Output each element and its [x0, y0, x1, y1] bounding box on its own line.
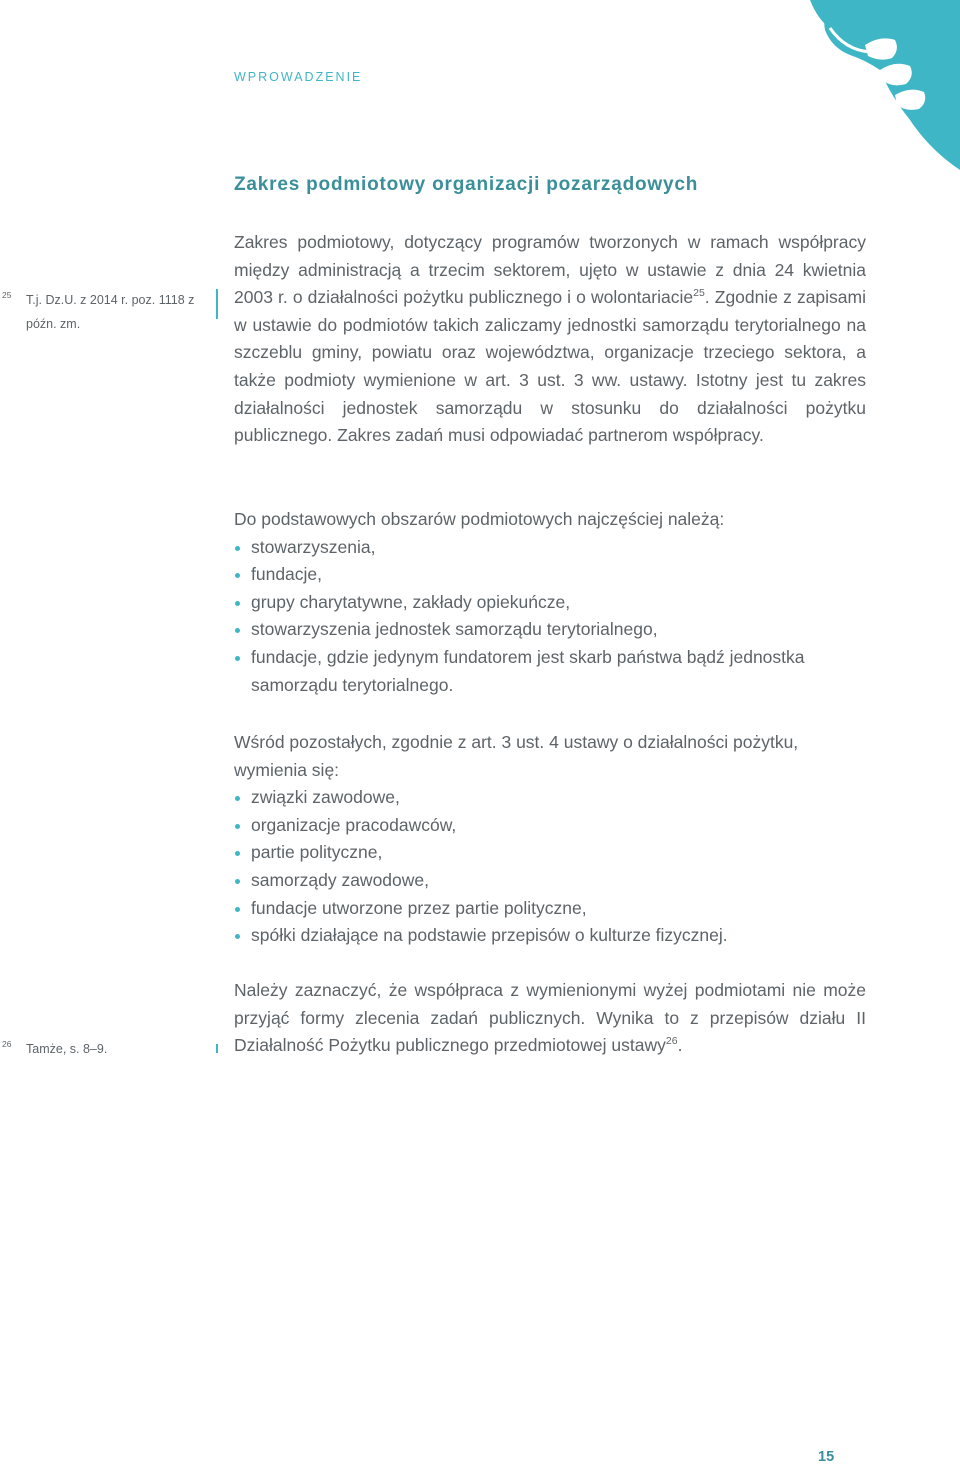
intro-text-a: Zakres podmiotowy, dotyczący programów tworzonych w ramach współpracy między administracją a trzecim sektorem, ujęto w ustawie z dnia 24 kwietnia 2003 r. o działalności pożytku publicznego i o wolontariacie	[234, 232, 866, 308]
footnote-marker-line	[216, 1044, 218, 1053]
list-item: organizacje pracodawców,	[234, 812, 874, 840]
footnote-text: Tamże, s. 8–9.	[26, 1042, 108, 1056]
intro-paragraph	[234, 229, 866, 450]
list-item: partie polityczne,	[234, 839, 874, 867]
bullet-list	[234, 784, 874, 950]
list-item: stowarzyszenia jednostek samorządu terytorialnego,	[234, 616, 874, 644]
handshake-icon	[770, 0, 960, 170]
list-lead: Wśród pozostałych, zgodnie z art. 3 ust. 4 ustawy o działalności pożytku, wymienia się:	[234, 732, 799, 780]
footnote-number: 25	[2, 290, 12, 300]
list-item: fundacje utworzone przez partie polityczne,	[234, 895, 874, 923]
footnote-25	[2, 288, 196, 336]
closing-text: Należy zaznaczyć, że współpraca z wymienionymi wyżej podmiotami nie może przyjąć formy zlecenia zadań publicznych. Wynika to z przepisów działu II Działalność Pożytku publicznego przedmiotowej ustawy	[234, 980, 866, 1056]
other-entities-list-block	[234, 729, 874, 950]
list-item: fundacje, gdzie jedynym fundatorem jest skarb państwa bądź jednostka samorządu terytorialnego.	[234, 644, 874, 699]
footnote-ref-25[interactable]: 25	[693, 287, 705, 300]
intro-text-b: . Zgodnie z zapisami w ustawie do podmiotów takich zaliczamy jednostki samorządu terytorialnego na szczeblu gminy, powiatu oraz województwa, organizacje trzeciego sektora, a także podmioty wymienione w art. 3 ust. 3 ww. ustawy. Istotny jest tu zakres działalności jednostek samorządu w stosunku do działalności pożytku publicznego. Zakres zadań musi odpowiadać partnerom współpracy.	[234, 287, 866, 446]
section-title: Zakres podmiotowy organizacji pozarządowych	[234, 174, 699, 195]
list-lead: Do podstawowych obszarów podmiotowych najczęściej należą:	[234, 509, 725, 529]
bullet-list	[234, 534, 874, 700]
footnote-26	[2, 1037, 196, 1061]
list-item: samorządy zawodowe,	[234, 867, 874, 895]
closing-paragraph	[234, 977, 866, 1060]
footnote-text: T.j. Dz.U. z 2014 r. poz. 1118 z późn. zm.	[26, 293, 195, 331]
page-number: 15	[818, 1449, 835, 1465]
running-header: WPROWADZENIE	[234, 70, 363, 84]
footnote-ref-26[interactable]: 26	[665, 1035, 678, 1048]
footnote-number: 26	[2, 1039, 12, 1049]
footnote-marker-line	[216, 289, 218, 319]
list-item: grupy charytatywne, zakłady opiekuńcze,	[234, 589, 874, 617]
list-item: związki zawodowe,	[234, 784, 874, 812]
subject-areas-list-block	[234, 506, 874, 699]
list-item: spółki działające na podstawie przepisów o kulturze fizycznej.	[234, 922, 874, 950]
list-item: fundacje,	[234, 561, 874, 589]
closing-end: .	[677, 1035, 683, 1056]
list-item: stowarzyszenia,	[234, 534, 874, 562]
